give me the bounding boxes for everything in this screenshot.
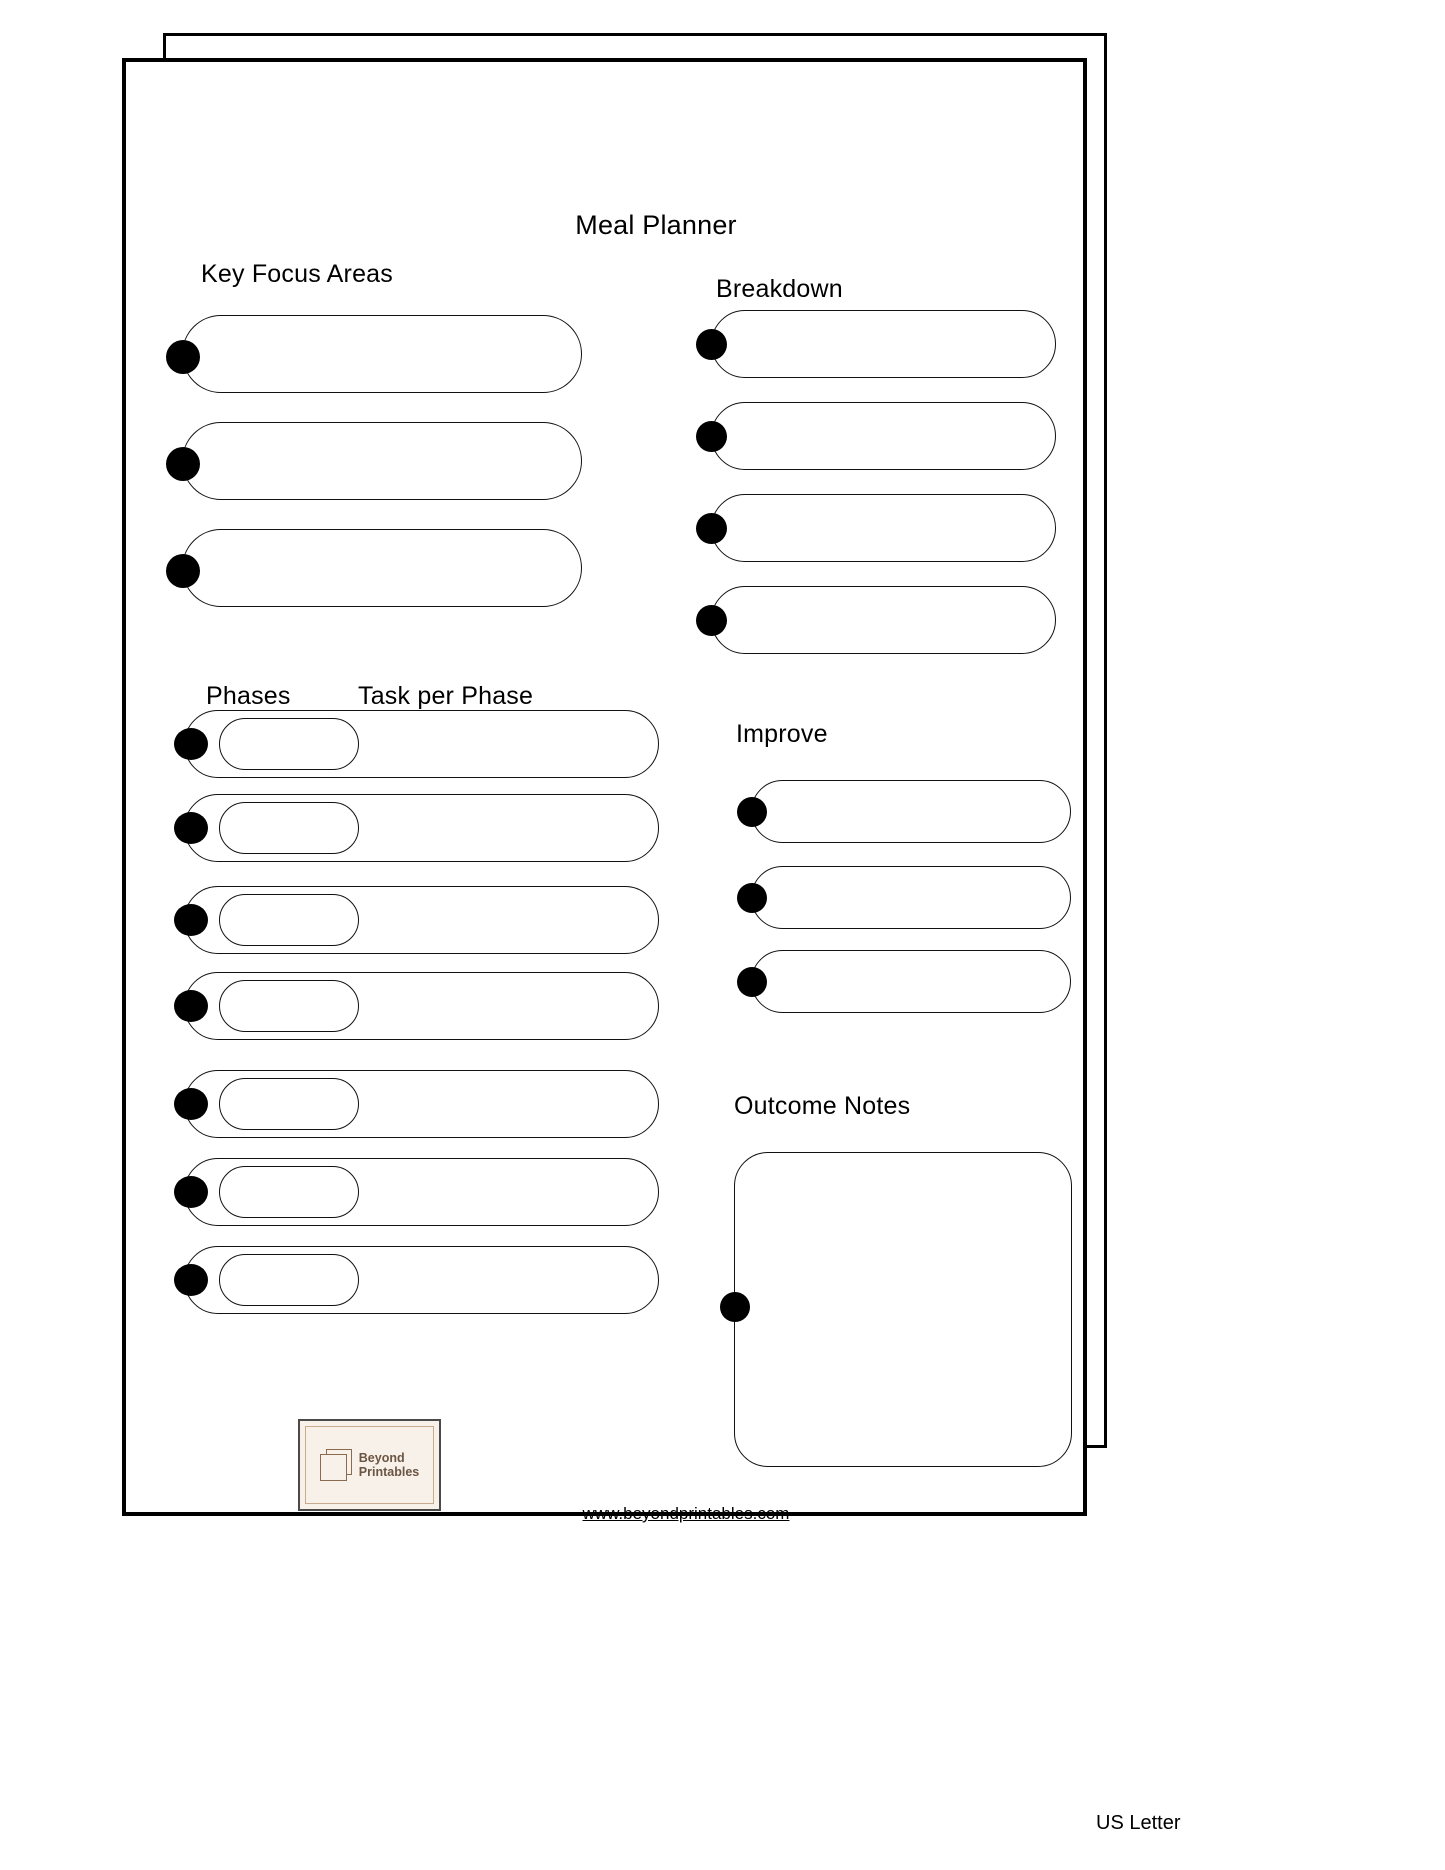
- bullet-dot-icon: [174, 1264, 208, 1296]
- printable-page: [122, 58, 1087, 1523]
- improve-row[interactable]: [751, 866, 1071, 929]
- bullet-dot-icon: [174, 990, 208, 1022]
- improve-row[interactable]: [751, 950, 1071, 1013]
- improve-field-1[interactable]: [751, 780, 1071, 843]
- bullet-dot-icon: [166, 554, 200, 588]
- bullet-dot-icon: [737, 967, 767, 997]
- bullet-dot-icon: [720, 1292, 750, 1322]
- phase-field-6[interactable]: [219, 1166, 359, 1218]
- breakdown-heading: Breakdown: [716, 275, 843, 303]
- logo-inner-frame: [305, 1426, 434, 1504]
- improve-row[interactable]: [751, 780, 1071, 843]
- phase-row[interactable]: [184, 1158, 659, 1226]
- bullet-dot-icon: [174, 728, 208, 760]
- phase-field-1[interactable]: [219, 718, 359, 770]
- bullet-dot-icon: [166, 447, 200, 481]
- key-focus-row[interactable]: [182, 529, 582, 607]
- breakdown-field-2[interactable]: [711, 402, 1056, 470]
- bullet-dot-icon: [696, 421, 727, 452]
- logo-line-1: Beyond: [358, 1451, 405, 1465]
- phase-field-4[interactable]: [219, 980, 359, 1032]
- bullet-dot-icon: [737, 883, 767, 913]
- phase-field-2[interactable]: [219, 802, 359, 854]
- breakdown-row[interactable]: [711, 402, 1056, 470]
- key-focus-row[interactable]: [182, 422, 582, 500]
- breakdown-row[interactable]: [711, 586, 1056, 654]
- bullet-dot-icon: [174, 904, 208, 936]
- breakdown-field-3[interactable]: [711, 494, 1056, 562]
- key-focus-areas-heading: Key Focus Areas: [201, 260, 393, 288]
- bullet-dot-icon: [166, 340, 200, 374]
- bullet-dot-icon: [737, 797, 767, 827]
- bullet-dot-icon: [696, 605, 727, 636]
- beyond-printables-logo: [298, 1419, 441, 1511]
- improve-field-2[interactable]: [751, 866, 1071, 929]
- outcome-notes-row[interactable]: [734, 1152, 1072, 1467]
- stacked-squares-icon: [320, 1449, 352, 1481]
- key-focus-field-2[interactable]: [182, 422, 582, 500]
- page-title: Meal Planner: [575, 210, 737, 240]
- logo-wordmark: [359, 1451, 419, 1479]
- improve-field-3[interactable]: [751, 950, 1071, 1013]
- phase-row[interactable]: [184, 1070, 659, 1138]
- breakdown-field-1[interactable]: [711, 310, 1056, 378]
- phase-row[interactable]: [184, 886, 659, 954]
- breakdown-row[interactable]: [711, 310, 1056, 378]
- breakdown-row[interactable]: [711, 494, 1056, 562]
- bullet-dot-icon: [696, 513, 727, 544]
- task-per-phase-heading: Task per Phase: [358, 682, 534, 710]
- bullet-dot-icon: [174, 1088, 208, 1120]
- outcome-notes-heading: Outcome Notes: [734, 1092, 911, 1120]
- key-focus-field-3[interactable]: [182, 529, 582, 607]
- phase-row[interactable]: [184, 794, 659, 862]
- phase-field-3[interactable]: [219, 894, 359, 946]
- logo-line-2: Printables: [358, 1465, 420, 1479]
- bullet-dot-icon: [174, 812, 208, 844]
- bullet-dot-icon: [174, 1176, 208, 1208]
- phase-field-5[interactable]: [219, 1078, 359, 1130]
- key-focus-row[interactable]: [182, 315, 582, 393]
- bullet-dot-icon: [696, 329, 727, 360]
- footer-website-link[interactable]: www.beyondprintables.com: [582, 1504, 790, 1523]
- key-focus-field-1[interactable]: [182, 315, 582, 393]
- phases-heading: Phases: [206, 682, 291, 710]
- outcome-notes-field[interactable]: [734, 1152, 1072, 1467]
- phase-row[interactable]: [184, 1246, 659, 1314]
- improve-heading: Improve: [736, 720, 828, 748]
- phase-field-7[interactable]: [219, 1254, 359, 1306]
- breakdown-field-4[interactable]: [711, 586, 1056, 654]
- paper-size-label: US Letter: [1096, 1812, 1181, 1834]
- phase-row[interactable]: [184, 710, 659, 778]
- phase-row[interactable]: [184, 972, 659, 1040]
